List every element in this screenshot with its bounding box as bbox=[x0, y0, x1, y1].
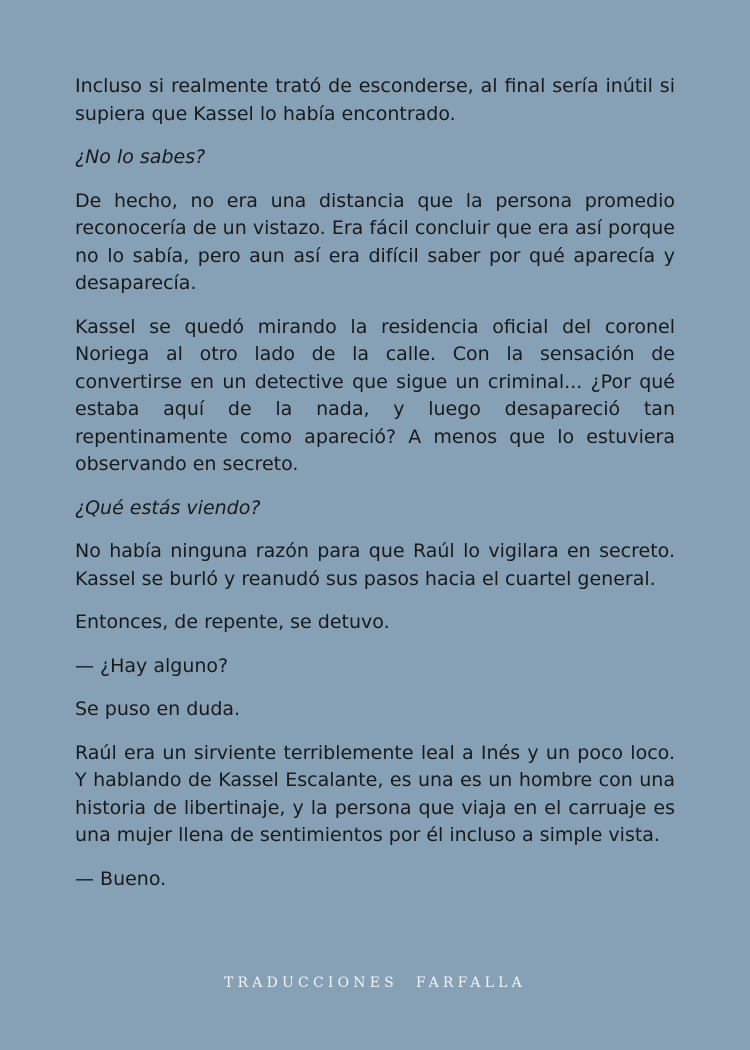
paragraph-4: Kassel se quedó mirando la residencia oficial del coronel Noriega al otro lado de la calle. Con la sensación de convertirse en un detective que sigue un criminal... ¿Por qué estaba aquí de la nada, y luego desapareció tan repentinamente como apareció? A menos que lo estuviera observando en secreto. bbox=[75, 315, 675, 475]
paragraph-1: Incluso si realmente trató de esconderse, al final sería inútil si supiera que Kassel lo había encontrado. bbox=[75, 75, 675, 125]
paragraph-10: Raúl era un sirviente terriblemente leal a Inés y un poco loco. Y hablando de Kassel Escalante, es una es un hombre con una historia de libertinaje, y la persona que viaja en el carruaje es una mujer llena de sentimientos por él incluso a simple vista. bbox=[75, 741, 675, 846]
footer-word-2: FARFALLA bbox=[415, 975, 526, 991]
paragraph-11-dialogue: — Bueno. bbox=[75, 867, 167, 890]
footer-word-1: TRADUCCIONES bbox=[224, 975, 398, 991]
page-body bbox=[75, 73, 675, 909]
paragraph-6: No había ninguna razón para que Raúl lo vigilara en secreto. Kassel se burló y reanudó sus pasos hacia el cuartel general. bbox=[75, 540, 675, 590]
paragraph-3: De hecho, no era una distancia que la persona promedio reconocería de un vistazo. Era fácil concluir que era así porque no lo sabía, pero aun así era difícil saber por qué aparecía y desaparecía. bbox=[75, 189, 675, 294]
paragraph-7: Entonces, de repente, se detuvo. bbox=[75, 611, 390, 633]
paragraph-2-thought: ¿No lo sabes? bbox=[75, 146, 206, 168]
paragraph-5-thought: ¿Qué estás viendo? bbox=[75, 496, 261, 519]
paragraph-8-dialogue: — ¿Hay alguno? bbox=[75, 654, 229, 677]
footer-credit bbox=[0, 975, 750, 991]
paragraph-9: Se puso en duda. bbox=[75, 698, 241, 720]
